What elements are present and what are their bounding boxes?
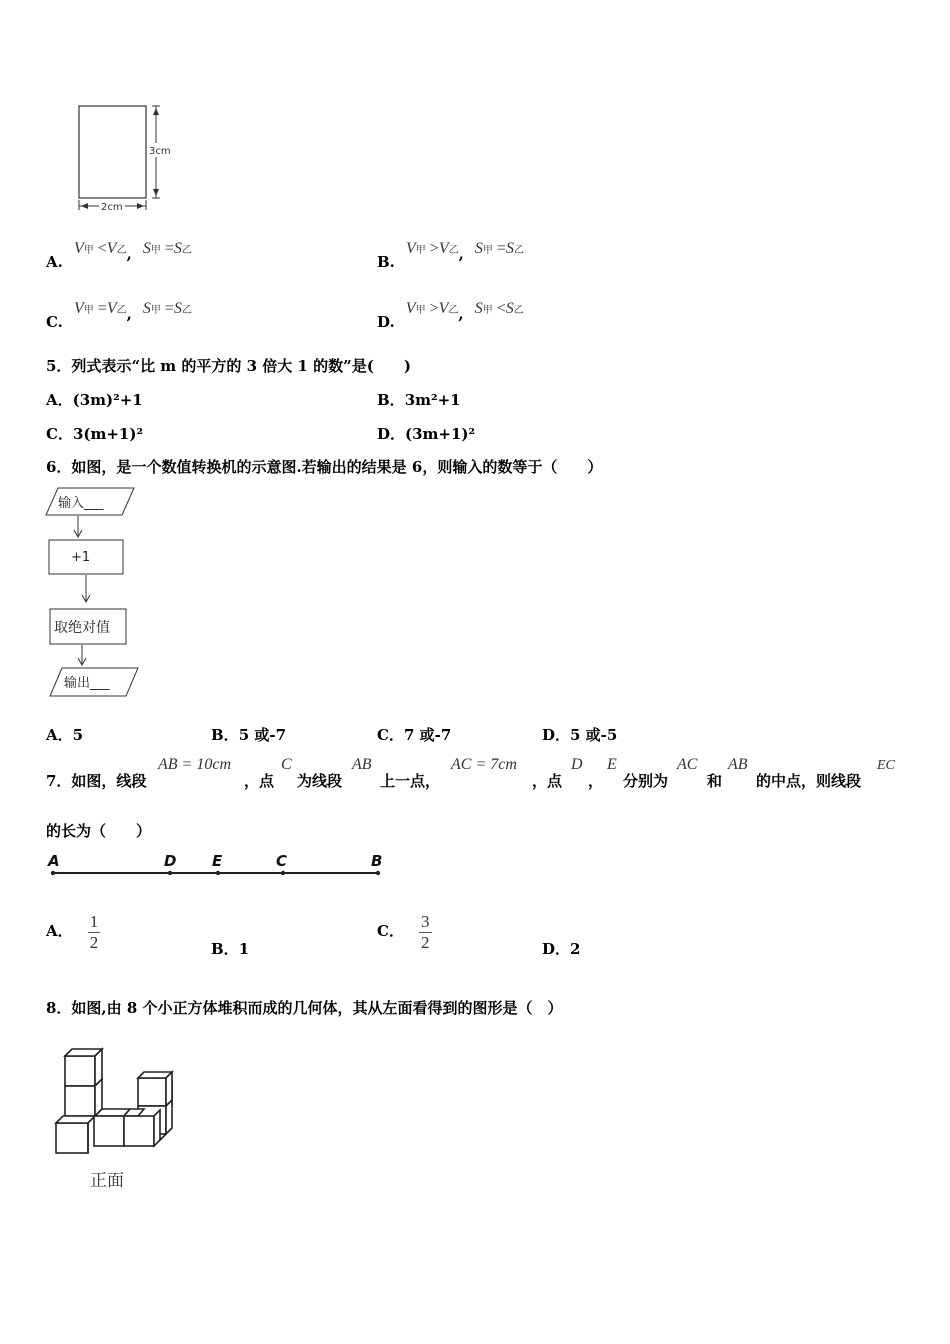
point-a <box>51 871 55 875</box>
label-e: E <box>212 852 223 870</box>
q7-option-c[interactable]: C． $\frac{3}{2}$ <box>377 912 430 952</box>
label-d: D <box>164 852 177 870</box>
q6-option-b[interactable]: B．5 或-7 <box>211 726 287 744</box>
cube <box>124 1116 154 1146</box>
width-label: 2cm <box>101 202 123 213</box>
point-d <box>168 871 172 875</box>
input-label: 输入___ <box>58 496 104 511</box>
cube <box>65 1056 95 1086</box>
point-c <box>281 871 285 875</box>
q5-option-d[interactable]: D．(3m+1)² <box>377 425 476 443</box>
point-b <box>376 871 380 875</box>
q8-stem: 8．如图,由 8 个小正方体堆积而成的几何体，其从左面看得到的图形是（ ） <box>46 999 563 1017</box>
output-label: 输出___ <box>64 676 110 691</box>
cube <box>65 1086 95 1116</box>
step2-label: 取绝对值 <box>54 620 110 636</box>
q5-option-c[interactable]: C．3(m+1)² <box>46 425 144 443</box>
label-b: B <box>371 852 383 870</box>
label-a: A <box>48 852 60 870</box>
step1-label: +1 <box>71 550 91 565</box>
rectangle-figure <box>70 100 190 215</box>
q4-option-b[interactable]: B. V甲 >V乙, S甲 =S乙 <box>377 240 524 271</box>
q4-option-c[interactable]: C. V甲 =V乙, S甲 =S乙 <box>46 300 192 331</box>
q5-stem: 5．列式表示“比 m 的平方的 3 倍大 1 的数”是( ) <box>46 357 411 375</box>
point-e <box>216 871 220 875</box>
rectangle <box>79 106 146 198</box>
q6-option-c[interactable]: C．7 或-7 <box>377 726 452 744</box>
label-c: C <box>276 852 288 870</box>
height-label: 3cm <box>149 146 171 157</box>
q7-stem-line2: 的长为（ ） <box>46 822 152 840</box>
q7-option-d[interactable]: D．2 <box>542 940 581 958</box>
q7-option-a[interactable]: A． $\frac{1}{2}$ <box>46 912 99 952</box>
cube <box>138 1078 166 1106</box>
q6-option-d[interactable]: D．5 或-5 <box>542 726 618 744</box>
q4-option-d[interactable]: D. V甲 >V乙, S甲 <S乙 <box>377 300 524 331</box>
cube <box>56 1123 88 1153</box>
q7-stem: 7．如图，线段 AB = 10cm ，点 C 为线段 AB 上一点， AC = 7cm ，点 D ， E 分别为 AC 和 AB 的中点，则线段 EC <box>46 756 895 790</box>
q5-option-a[interactable]: A．(3m)²+1 <box>46 391 143 409</box>
cube <box>94 1116 124 1146</box>
q6-option-a[interactable]: A．5 <box>46 726 84 744</box>
q7-option-b[interactable]: B．1 <box>211 940 250 958</box>
segment-figure <box>44 848 394 882</box>
q6-stem: 6．如图，是一个数值转换机的示意图.若输出的结果是 6，则输入的数等于（ ） <box>46 458 603 476</box>
cube-stack-figure <box>48 1044 188 1194</box>
flowchart <box>40 484 150 704</box>
front-view-caption: 正面 <box>90 1171 124 1191</box>
q5-option-b[interactable]: B．3m²+1 <box>377 391 461 409</box>
q4-option-a[interactable]: A. V甲 <V乙, S甲 =S乙 <box>46 240 192 271</box>
